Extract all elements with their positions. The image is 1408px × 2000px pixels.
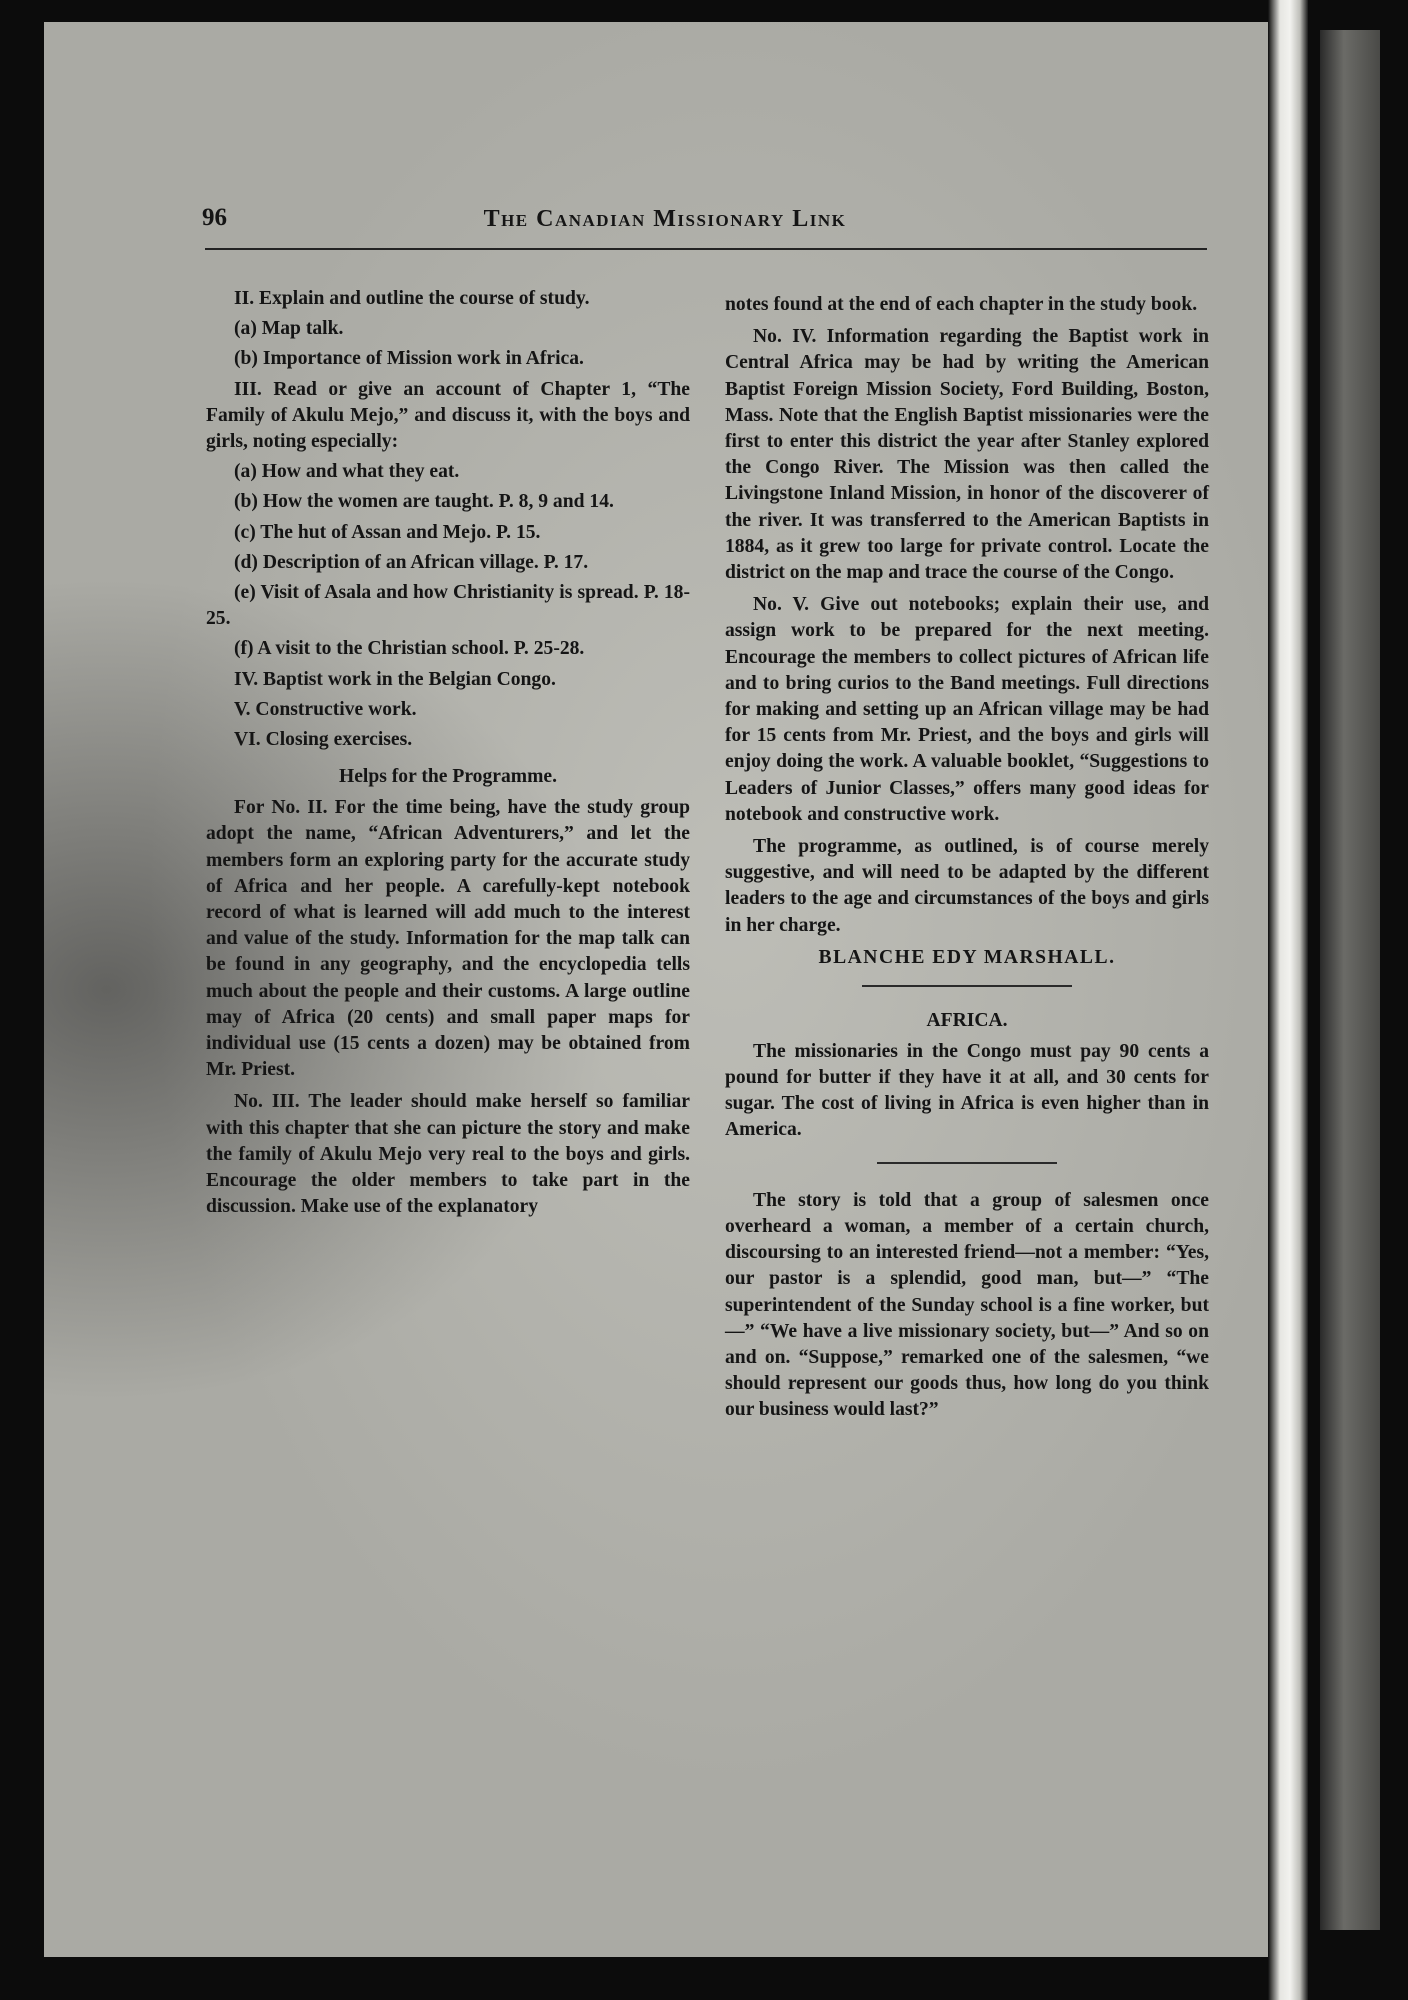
section-divider <box>877 1162 1057 1164</box>
section-title-africa: AFRICA. <box>926 1009 1008 1031</box>
outline-item: (f) A visit to the Christian school. P. 25-28. <box>234 638 585 660</box>
left-column <box>206 286 690 1227</box>
outline-item: (b) How the women are taught. P. 8, 9 and 14. <box>234 491 614 513</box>
body-paragraph: For No. II. For the time being, have the study group adopt the name, “African Adventurers,” and let the members form an exploring party for the accurate study of Africa and her people. A carefully-kept notebook record of what is learned will add much to the interest and value of the study. Information for the map talk can be found in any geography, and the encyclopedia tells much about the people and their customs. A large outline may of Africa (20 cents) and small paper maps for individual use (15 cents a dozen) may be obtained from Mr. Priest. <box>206 797 690 1081</box>
header-rule <box>205 248 1207 250</box>
outline-item: (c) The hut of Assan and Mejo. P. 15. <box>234 521 541 543</box>
outline-item: (a) How and what they eat. <box>234 461 460 483</box>
body-paragraph: The programme, as outlined, is of course merely suggestive, and will need to be adapted by the different leaders to the age and circumstances of the boys and girls in her charge. <box>725 836 1209 936</box>
outline-item: VI. Closing exercises. <box>234 729 413 751</box>
outline-item: (e) Visit of Asala and how Christianity is spread. P. 18-25. <box>206 582 690 630</box>
page-number: 96 <box>202 204 227 231</box>
section-title-helps: Helps for the Programme. <box>338 766 558 788</box>
body-paragraph: No. IV. Information regarding the Baptist work in Central Africa may be had by writing the American Baptist Foreign Mission Society, Ford Building, Boston, Mass. Note that the English Baptist missionaries were the first to enter this district the year after Stanley explored the Congo River. The Mission was then called the Livingstone Inland Mission, in honor of the discoverer of the river. It was transferred to the American Baptists in 1884, as it grew too large for private control. Locate the district on the map and trace the course of the Congo. <box>725 326 1209 584</box>
body-paragraph: No. III. The leader should make herself so familiar with this chapter that she can picture the story and make the family of Akulu Mejo very real to the boys and girls. Encourage the older members to take part in the discussion. Make use of the explanatory <box>206 1091 690 1218</box>
section-divider <box>862 985 1072 987</box>
outline-item: (a) Map talk. <box>234 318 344 340</box>
body-paragraph: The story is told that a group of salesmen once overheard a woman, a member of a certain church, discoursing to an interested friend—not a member: “Yes, our pastor is a splendid, good man, but—” “The superintendent of the Sunday school is a fine worker, but—” “We have a live missionary society, but—” And so on and on. “Suppose,” remarked one of the salesmen, “we should represent our goods thus, how long do you think our business would last?” <box>725 1189 1209 1421</box>
outline-item: (b) Importance of Mission work in Africa. <box>234 348 584 370</box>
body-paragraph: No. V. Give out notebooks; explain their use, and assign work to be prepared for the next meeting. Encourage the members to collect pictures of African life and to bring curios to the Band meetings. Full directions for making and setting up an African village may be had for 15 cents from Mr. Priest, and the boys and girls will enjoy doing the work. A valuable booklet, “Suggestions to Leaders of Junior Classes,” offers many good ideas for notebook and constructive work. <box>725 594 1209 825</box>
outline-item: (d) Description of an African village. P. 17. <box>234 551 589 573</box>
body-paragraph: The missionaries in the Congo must pay 90 cents a pound for butter if they have it at all, and 30 cents for sugar. The cost of living in Africa is even higher than in America. <box>725 1040 1209 1141</box>
author-signature: BLANCHE EDY MARSHALL. <box>818 946 1116 968</box>
running-head: The Canadian Missionary Link <box>483 206 847 232</box>
outline-item: III. Read or give an account of Chapter 1, “The Family of Akulu Mejo,” and discuss it, with the boys and girls, noting especially: <box>206 378 690 453</box>
adjacent-page-sliver <box>1320 30 1380 1930</box>
continued-paragraph: notes found at the end of each chapter in the study book. <box>725 294 1198 315</box>
outline-item: V. Constructive work. <box>234 698 417 720</box>
right-column <box>725 292 1209 1430</box>
outline-item: II. Explain and outline the course of study. <box>234 288 590 309</box>
page-edge <box>1268 0 1308 2000</box>
outline-item: IV. Baptist work in the Belgian Congo. <box>234 668 556 690</box>
